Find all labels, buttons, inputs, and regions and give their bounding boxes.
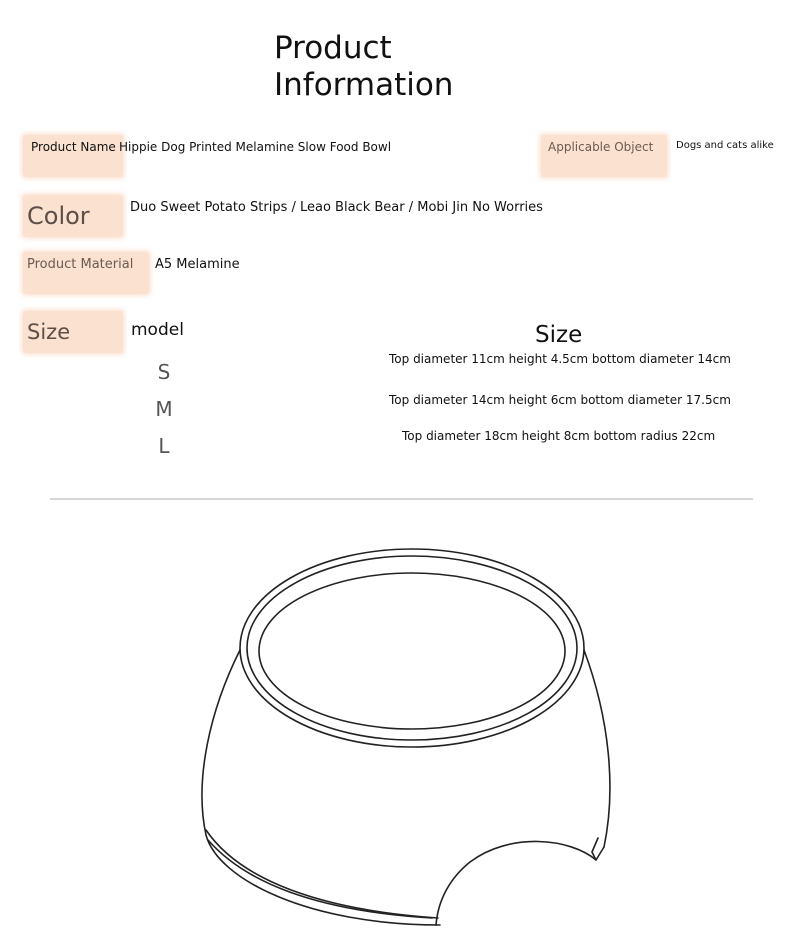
color-tag [23,195,123,237]
page-title-line-1: Product [274,30,392,66]
size-desc-s: Top diameter 11cm height 4.5cm bottom diameter 14cm [389,352,731,366]
size-tag [23,311,123,353]
applicable-object-label: Applicable Object [548,140,654,154]
color-value: Duo Sweet Potato Strips / Leao Black Bear / Mobi Jin No Worries [130,200,543,215]
product-name-tag [23,135,123,177]
size-desc-l: Top diameter 18cm height 8cm bottom radius 22cm [402,429,716,443]
size-model-l: L [158,434,170,458]
page-title-line-2: Information [274,67,454,103]
applicable-object-tag [541,135,667,177]
size-desc-m: Top diameter 14cm height 6cm bottom diameter 17.5cm [389,393,731,407]
pet-bowl-icon [180,540,630,940]
product-name-value: Hippie Dog Printed Melamine Slow Food Bowl [119,140,392,154]
size-heading: Size [535,322,583,348]
material-tag [23,252,149,294]
material-value: A5 Melamine [155,257,240,272]
product-name-label: Product Name [31,140,116,154]
model-label: model [131,320,184,340]
page-title [274,30,574,104]
applicable-object-value: Dogs and cats alike [676,140,774,151]
section-divider [50,498,753,500]
color-label: Color [27,202,90,230]
size-label: Size [27,320,71,344]
size-model-s: S [157,360,171,384]
size-model-m: M [155,397,173,421]
material-label: Product Material [27,257,134,272]
